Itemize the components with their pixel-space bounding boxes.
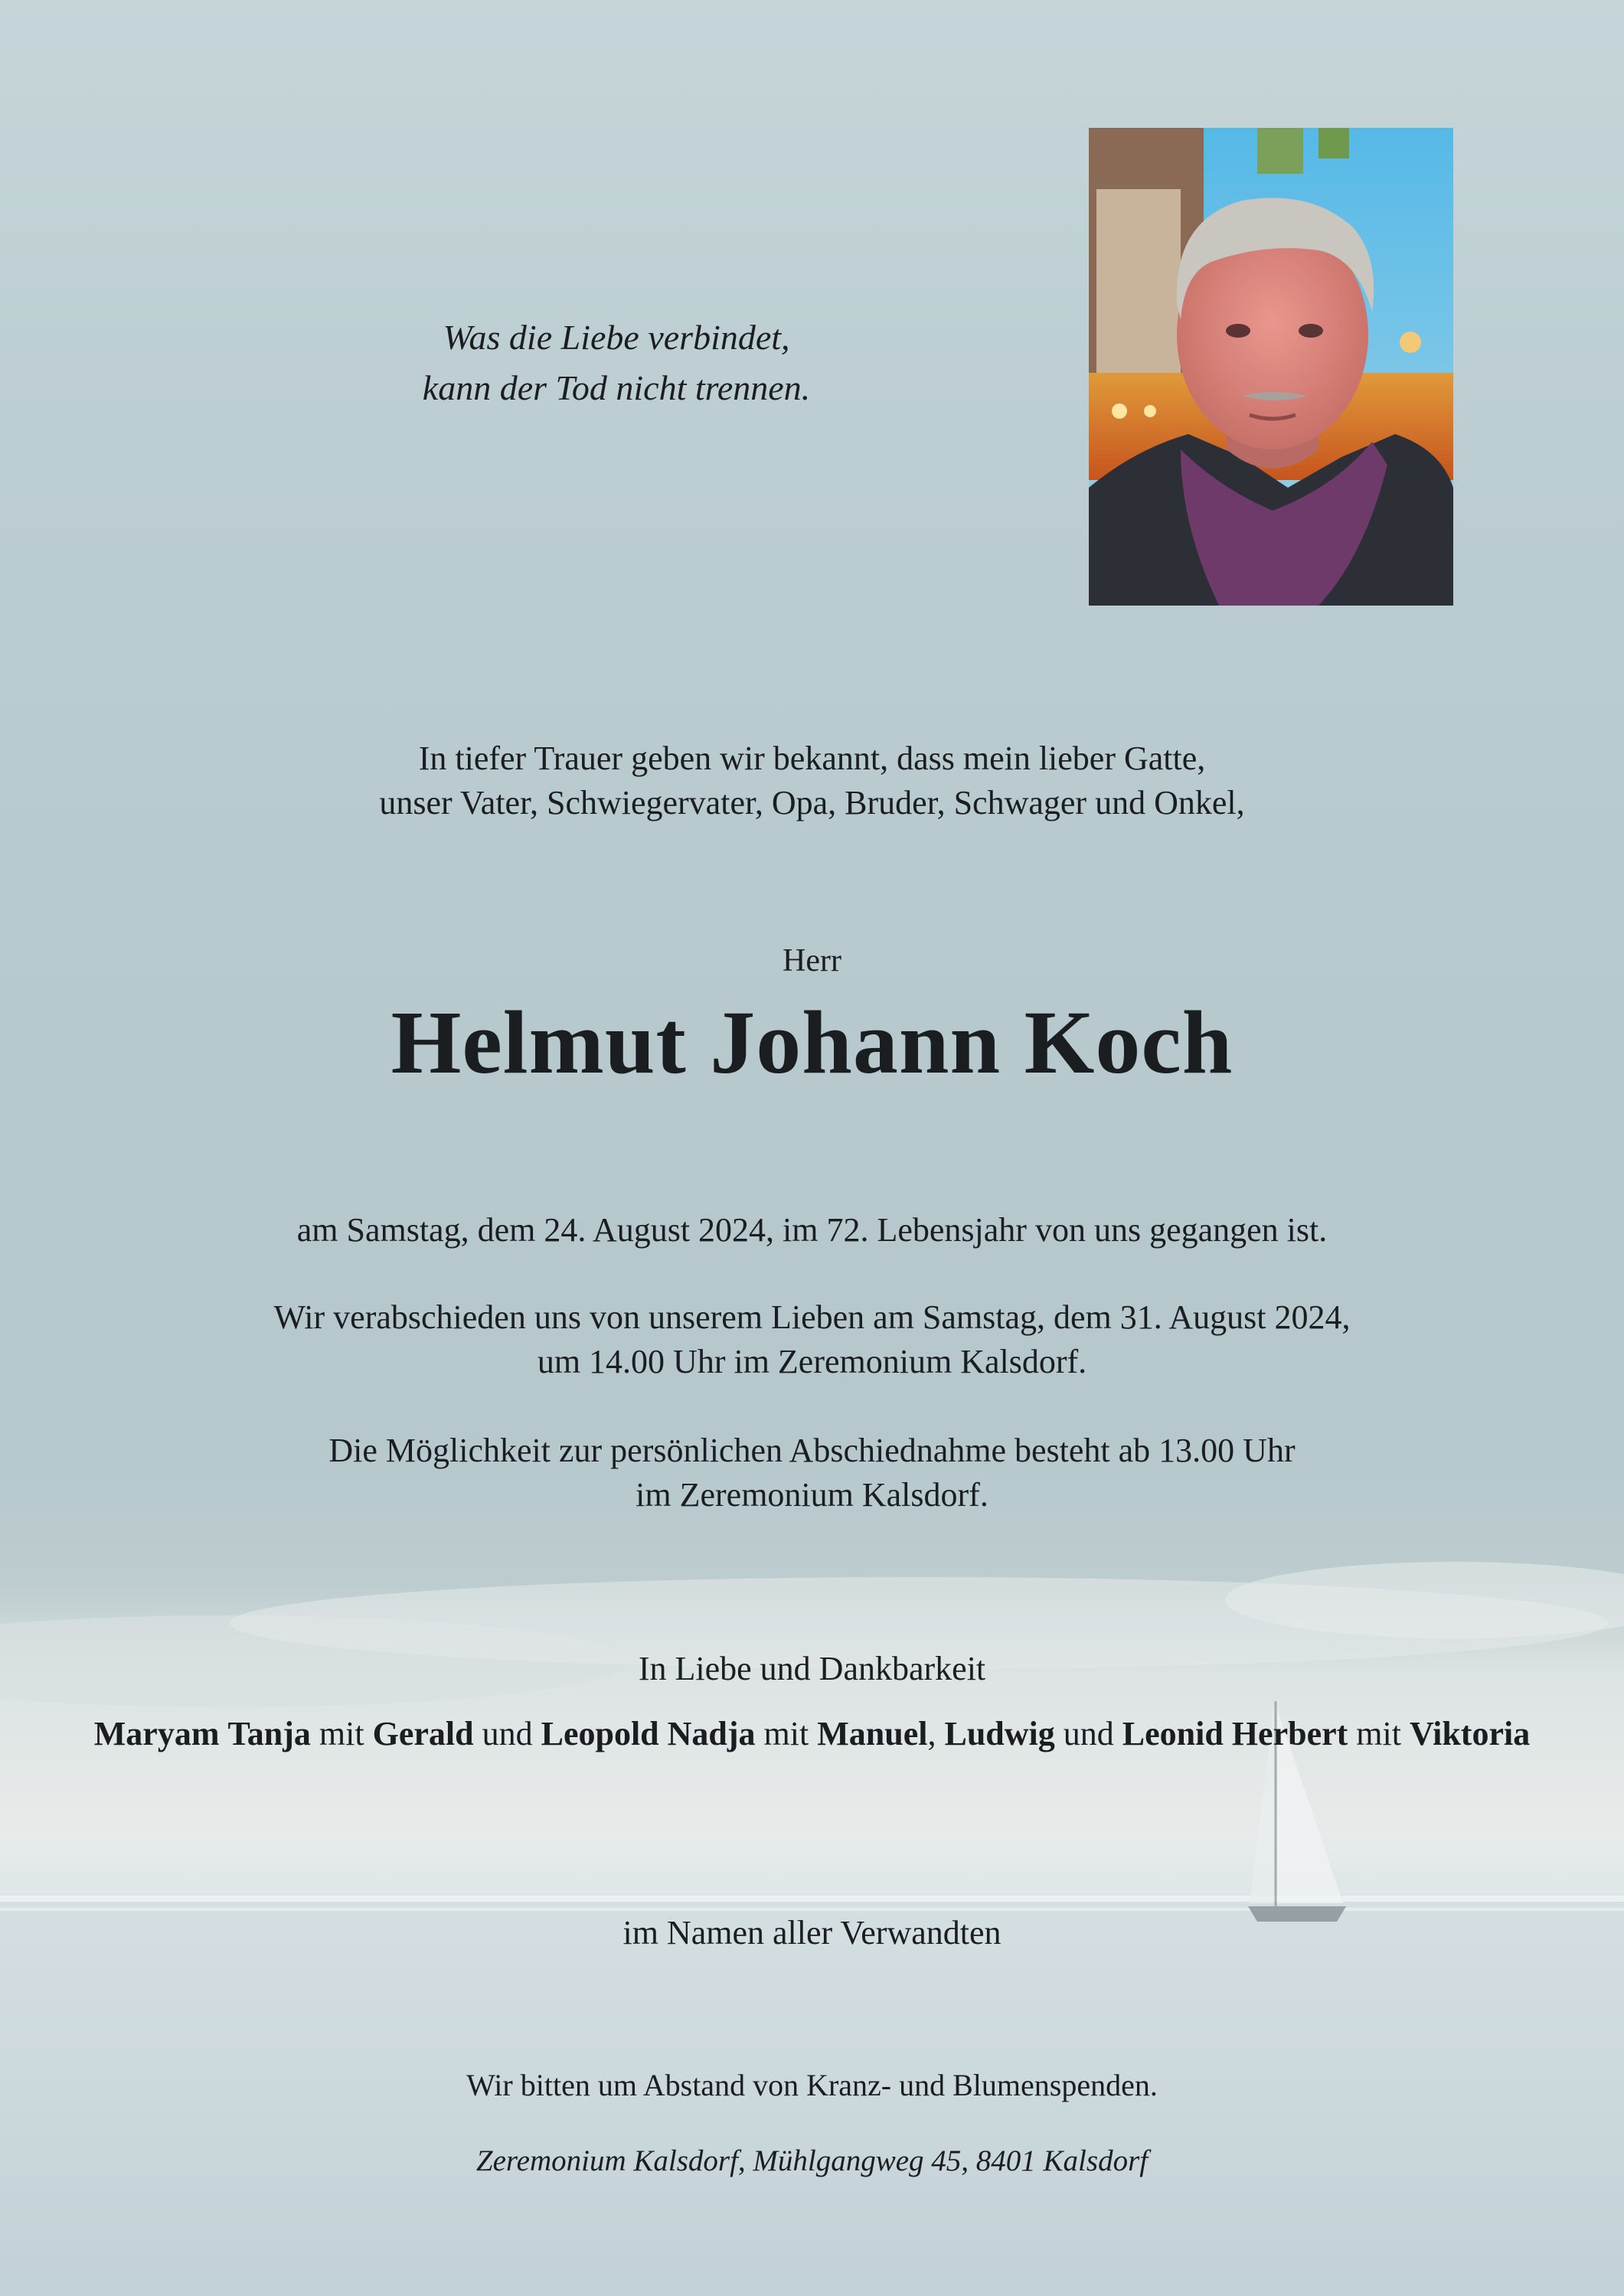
mourners-line [227,1715,658,1752]
mourners-outro: im Namen aller Verwandten [622,1914,1002,1951]
joiner-text: und [473,1715,541,1752]
memorial-quote [230,312,1003,413]
mourner-name: Leonid [1122,1715,1224,1752]
viewing-details [0,1429,1624,1517]
mourner-name: Herbert [1231,1715,1348,1752]
mourner-name: Gerald [372,1715,474,1752]
farewell-line: um 14.00 Uhr im Zeremonium Kalsdorf. [537,1343,1087,1380]
mourners-line [1232,1715,1530,1752]
announcement-intro [0,736,1624,825]
flower-request: Wir bitten um Abstand von Kranz- und Blumenspenden. [466,2068,1158,2102]
mourner-name: Ludwig [944,1715,1055,1752]
joiner-text: und [1054,1715,1122,1752]
mourner-name: Maryam [93,1715,220,1752]
viewing-line: Die Möglichkeit zur persönlichen Abschiednahme besteht ab 13.00 Uhr [328,1432,1296,1469]
portrait-photo [1089,128,1453,606]
mourners-line [668,1715,1224,1752]
ceremony-address: Zeremonium Kalsdorf, Mühlgangweg 45, 8401 Kalsdorf [475,2144,1149,2177]
mourner-name: Nadja [667,1715,756,1752]
mourners-intro: In Liebe und Dankbarkeit [638,1650,986,1687]
mourners-list [0,1712,1624,1756]
farewell-line: Wir verabschieden uns von unserem Lieben am Samstag, dem 31. August 2024, [273,1298,1351,1336]
quote-line: kann der Tod nicht trennen. [422,368,811,407]
joiner-text: , [927,1715,945,1752]
mourner-name: Viktoria [1409,1715,1531,1752]
deceased-name: Helmut Johann Koch [390,992,1234,1092]
quote-line: Was die Liebe verbindet, [443,318,790,357]
death-notice: am Samstag, dem 24. August 2024, im 72. Lebensjahr von uns gegangen ist. [296,1211,1328,1249]
farewell-details [0,1295,1624,1384]
mourners-line [94,1715,228,1752]
mourner-name: Tanja [227,1715,311,1752]
joiner-text: mit [755,1715,818,1752]
joiner-text: mit [1348,1715,1410,1752]
mourner-name: Manuel [817,1715,928,1752]
salutation: Herr [783,943,841,978]
joiner-text: mit [310,1715,373,1752]
mourner-name: Leopold [541,1715,659,1752]
intro-line: In tiefer Trauer geben wir bekannt, dass mein lieber Gatte, [418,740,1206,777]
viewing-line: im Zeremonium Kalsdorf. [636,1476,988,1514]
intro-line: unser Vater, Schwiegervater, Opa, Bruder, Schwager und Onkel, [379,784,1245,821]
